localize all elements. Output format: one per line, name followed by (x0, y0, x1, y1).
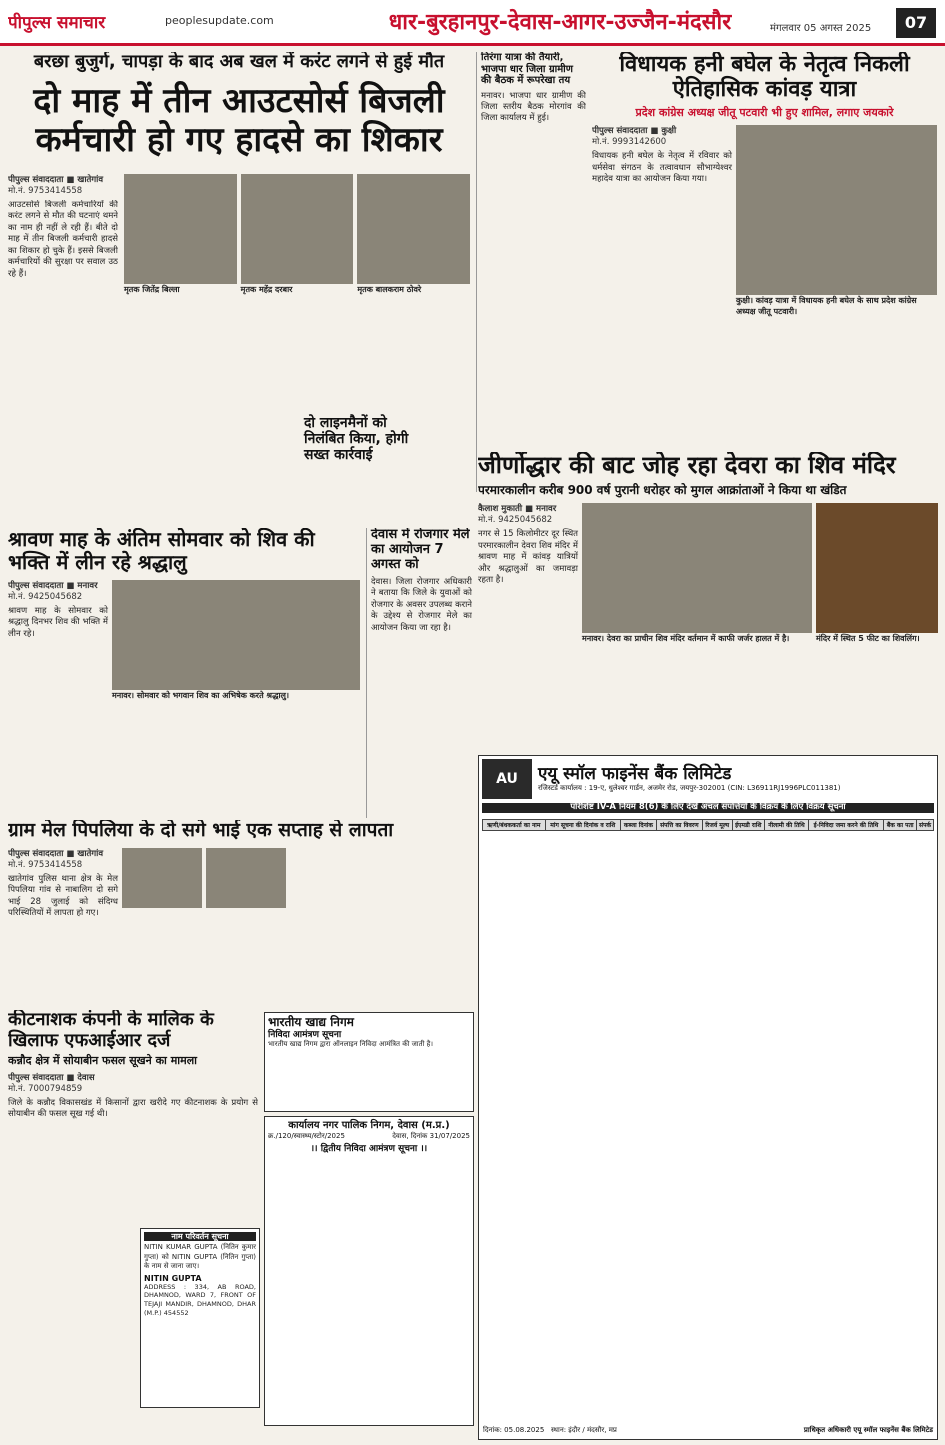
story-body: विधायक हनी बघेल के नेतृत्व में रविवार को धर्मसेवा संगठन के तत्वावधान सौभाग्येश्वर महादेव यात्रा का आयोजन किया गया। (592, 151, 732, 185)
table-header: ऋणी/बंधककर्ता का नाम (483, 819, 546, 830)
page-number: 07 (896, 8, 936, 38)
story-shiva-temple (478, 452, 938, 752)
story-electric-workers (8, 52, 470, 522)
table-header: मांग सूचना की दिनांक व राशि (545, 819, 621, 830)
story-tiranga (476, 52, 586, 492)
byline: पीपुल्स संवाददाता ■ खातेगांव (8, 175, 104, 185)
child-photo (122, 848, 202, 908)
victim-photo (241, 174, 354, 284)
byline: पीपुल्स संवाददाता ■ कुक्षी (592, 126, 677, 137)
photo-caption: मंदिर में स्थित 5 फीट का शिवलिंग। (816, 634, 920, 644)
pull-quote: दो लाइनमैनों को निलंबित किया, होगी सख्त कार्रवाई (304, 415, 409, 464)
headline: कीटनाशक कंपनी के मालिक के खिलाफ एफआईआर दर्ज (8, 1010, 214, 1051)
story-pesticide-fir (8, 1010, 258, 1220)
photo-caption: मृतक बालकराम ठोवरे (357, 285, 422, 294)
table-header: ई-निविदा जमा करने की तिथि (808, 819, 883, 830)
notice-place: स्थान: इंदौर / मंदसौर, मप्र (550, 1426, 617, 1434)
subhead: कन्नौद क्षेत्र में सोयाबीन फसल सूखने का मामला (8, 1054, 198, 1068)
subhead: प्रदेश कांग्रेस अध्यक्ष जीतू पटवारी भी हुए शामिल, लगाए जयकारे (635, 105, 894, 119)
photo-caption: कुक्षी। कांवड़ यात्रा में विधायक हनी बघेल के साथ प्रदेश कांग्रेस अध्यक्ष जीतू पटवारी। (736, 296, 917, 317)
subhead: परमारकालीन करीब 900 वर्ष पुरानी धरोहर को मुगल आक्रांताओं ने किया था खंडित (478, 482, 847, 497)
edition-title: धार-बुरहानपुर-देवास-आगर-उज्जैन-मंदसौर (388, 10, 732, 35)
story-shravan (8, 528, 360, 813)
fci-body: भारतीय खाद्य निगम द्वारा ऑनलाइन निविदा आमंत्रित की जाती है। (268, 1040, 434, 1049)
worship-photo (112, 580, 360, 690)
byline: पीपुल्स संवाददाता ■ मनावर (8, 581, 98, 591)
table-header: संपर्क (917, 819, 934, 830)
auction-table (482, 819, 934, 831)
bank-name: एयू स्मॉल फाइनेंस बैंक लिमिटेड (538, 763, 732, 784)
yatra-photo (736, 125, 937, 295)
mobile: मो.नं. 9425045682 (478, 515, 553, 526)
fci-tender-notice (264, 1012, 474, 1112)
photo-caption: मनावर। सोमवार को भगवान शिव का अभिषेक करते श्रद्धालु। (112, 691, 289, 700)
story-body: देवास। जिला रोजगार अधिकारी ने बताया कि जिले के युवाओं को रोजगार के अवसर उपलब्ध कराने के उद्देश्य से रोजगार मेले का आयोजन किया जा रहा है। (371, 576, 472, 633)
victim-photo (357, 174, 470, 284)
story-job-fair (366, 528, 472, 818)
headline: तिरंगा यात्रा की तैयारी, भाजपा धार जिला ग्रामीण की बैठक में रूपरेखा तय (481, 52, 573, 86)
byline: पीपुल्स संवाददाता ■ देवास (8, 1073, 95, 1084)
table-header: कब्जा दिनांक (621, 819, 657, 830)
dewas-tender-notice (264, 1116, 474, 1426)
mobile: मो.नं. 7000794859 (8, 1084, 83, 1095)
fci-title: भारतीय खाद्य निगम (268, 1015, 354, 1029)
child-photo (206, 848, 286, 908)
photo-caption: मृतक जितेंद्र बिल्ला (124, 285, 180, 294)
mobile: मो.नं. 9993142600 (592, 137, 667, 148)
story-body: मनावर। भाजपा धार ग्रामीण की जिला स्तरीय बैठक मोरगांव की जिला कार्यालय में हुई। (481, 90, 586, 124)
newspaper-logo: पीपुल्स समाचार (8, 13, 106, 33)
notice-title: परिशिष्ट IV-A नियम 8(6) के लिए देखें अचल संपत्तियों के विक्रय के लिए विक्रय सूचना (482, 803, 934, 813)
mobile: मो.नं. 9753414558 (8, 859, 83, 870)
story-kanwar-yatra (592, 52, 937, 447)
byline: पीपुल्स संवाददाता ■ खातेगांव (8, 848, 104, 859)
website: peoplesupdate.com (165, 14, 274, 27)
byline: कैलाश मुकाती ■ मनावर (478, 504, 557, 515)
date: मंगलवार 05 अगस्त 2025 (770, 23, 872, 34)
notice-title: नाम परिवर्तन सूचना (144, 1232, 256, 1241)
signature: प्राधिकृत अधिकारी एयू स्मॉल फाइनेंस बैंक लिमिटेड (803, 1426, 933, 1434)
mobile: मो.नं. 9753414558 (8, 186, 83, 196)
table-header: बैंक का पता (884, 819, 917, 830)
photo-caption: मनावर। देवरा का प्राचीन शिव मंदिर वर्तमान में काफी जर्जर हालत में है। (582, 634, 790, 644)
headline: जीर्णोद्धार की बाट जोह रहा देवरा का शिव मंदिर (478, 452, 896, 479)
temple-photo (582, 503, 812, 633)
name-change-notice (140, 1228, 260, 1408)
dewas-ref: क्र./120/स्वास्थ्य/स्टोर/2025 (268, 1131, 345, 1140)
story-body: जिले के कन्नौद विकासखंड में किसानों द्वारा खरीदे गए कीटनाशक के प्रयोग से सोयाबीन की फसल सूख गई थी। (8, 1098, 258, 1120)
story-body: नगर से 15 किलोमीटर दूर स्थित परमारकालीन देवरा शिव मंदिर में श्रावण माह में कांवड़ यात्रियों और श्रद्धालुओं का जमावड़ा रहता है। (478, 529, 578, 586)
notice-address: ADDRESS : 334, AB ROAD, DHAMNOD, WARD 7, FRONT OF TEJAJI MANDIR, DHAMNOD, DHAR (M.P.) 454552 (144, 1282, 256, 1317)
table-header: रिजर्व मूल्य (702, 819, 732, 830)
story-body: खातेगांव पुलिस थाना क्षेत्र के मेल पिपलिया गांव से नाबालिग दो सगे भाई 28 जुलाई को संदिग्ध परिस्थितियों में लापता हो गए। (8, 873, 118, 919)
headline: ग्राम मेल पिपलिया के दो सगे भाई एक सप्ताह से लापता (8, 820, 394, 841)
headline: श्रावण माह के अंतिम सोमवार को शिव की भक्ति में लीन रहे श्रद्धालु (8, 528, 315, 574)
bank-office: रजिस्टर्ड कार्यालय : 19-ए, धुलेश्वर गार्डन, अजमेर रोड, जयपुर-302001 (CIN: L36911RJ1996PLC011381) (538, 784, 841, 793)
victim-photo (124, 174, 237, 284)
fci-subtitle: निविदा आमंत्रण सूचना (268, 1029, 342, 1040)
au-bank-auction-notice (478, 755, 938, 1440)
headline: देवास में रोजगार मेले का आयोजन 7 अगस्त को (371, 528, 470, 572)
dewas-date: देवास, दिनांक 31/07/2025 (392, 1131, 470, 1140)
story-missing-brothers (8, 820, 470, 1010)
photo-caption: मृतक महेंद्र दरबार (240, 285, 293, 294)
table-header: ईएमडी राशि (732, 819, 765, 830)
kicker: बरछा बुजुर्ग, चापड़ा के बाद अब खल में करंट लगने से हुई मौत (33, 52, 445, 72)
dewas-notice-title: ।। द्वितीय निविदा आमंत्रण सूचना ।। (310, 1143, 428, 1154)
headline: विधायक हनी बघेल के नेतृत्व निकली ऐतिहासिक कांवड़ यात्रा (619, 52, 910, 103)
notice-body: NITIN KUMAR GUPTA (नितिन कुमार गुप्ता) को NITIN GUPTA (नितिन गुप्ता) के नाम से जाना जाए। (144, 1243, 256, 1271)
dewas-title: कार्यालय नगर पालिक निगम, देवास (म.प्र.) (288, 1120, 450, 1131)
table-header: संपत्ति का विवरण (656, 819, 702, 830)
table-header: नीलामी की तिथि (765, 819, 809, 830)
au-bank-logo: AU (482, 759, 532, 799)
notice-date: दिनांक: 05.08.2025 (483, 1426, 545, 1434)
headline: दो माह में तीन आउटसोर्स बिजली कर्मचारी हो गए हादसे का शिकार (33, 81, 445, 161)
story-body: श्रावण माह के सोमवार को श्रद्धालु दिनभर शिव की भक्ति में लीन रहे। (8, 606, 108, 639)
mobile: मो.नं. 9425045682 (8, 592, 83, 602)
shivling-photo (816, 503, 938, 633)
notice-name: NITIN GUPTA (144, 1273, 202, 1283)
story-body: आउटसोर्स बिजली कर्मचारियों की करंट लगने से मौत की घटनाएं थमने का नाम ही नहीं ले रही हैं। बीते दो माह में तीन बिजली कर्मचारी हादसे का शिकार हो चुके हैं। इससे बिजली कर्मचारियों की सुरक्षा पर सवाल उठ रहे हैं। (8, 200, 118, 279)
page-header (0, 0, 945, 46)
